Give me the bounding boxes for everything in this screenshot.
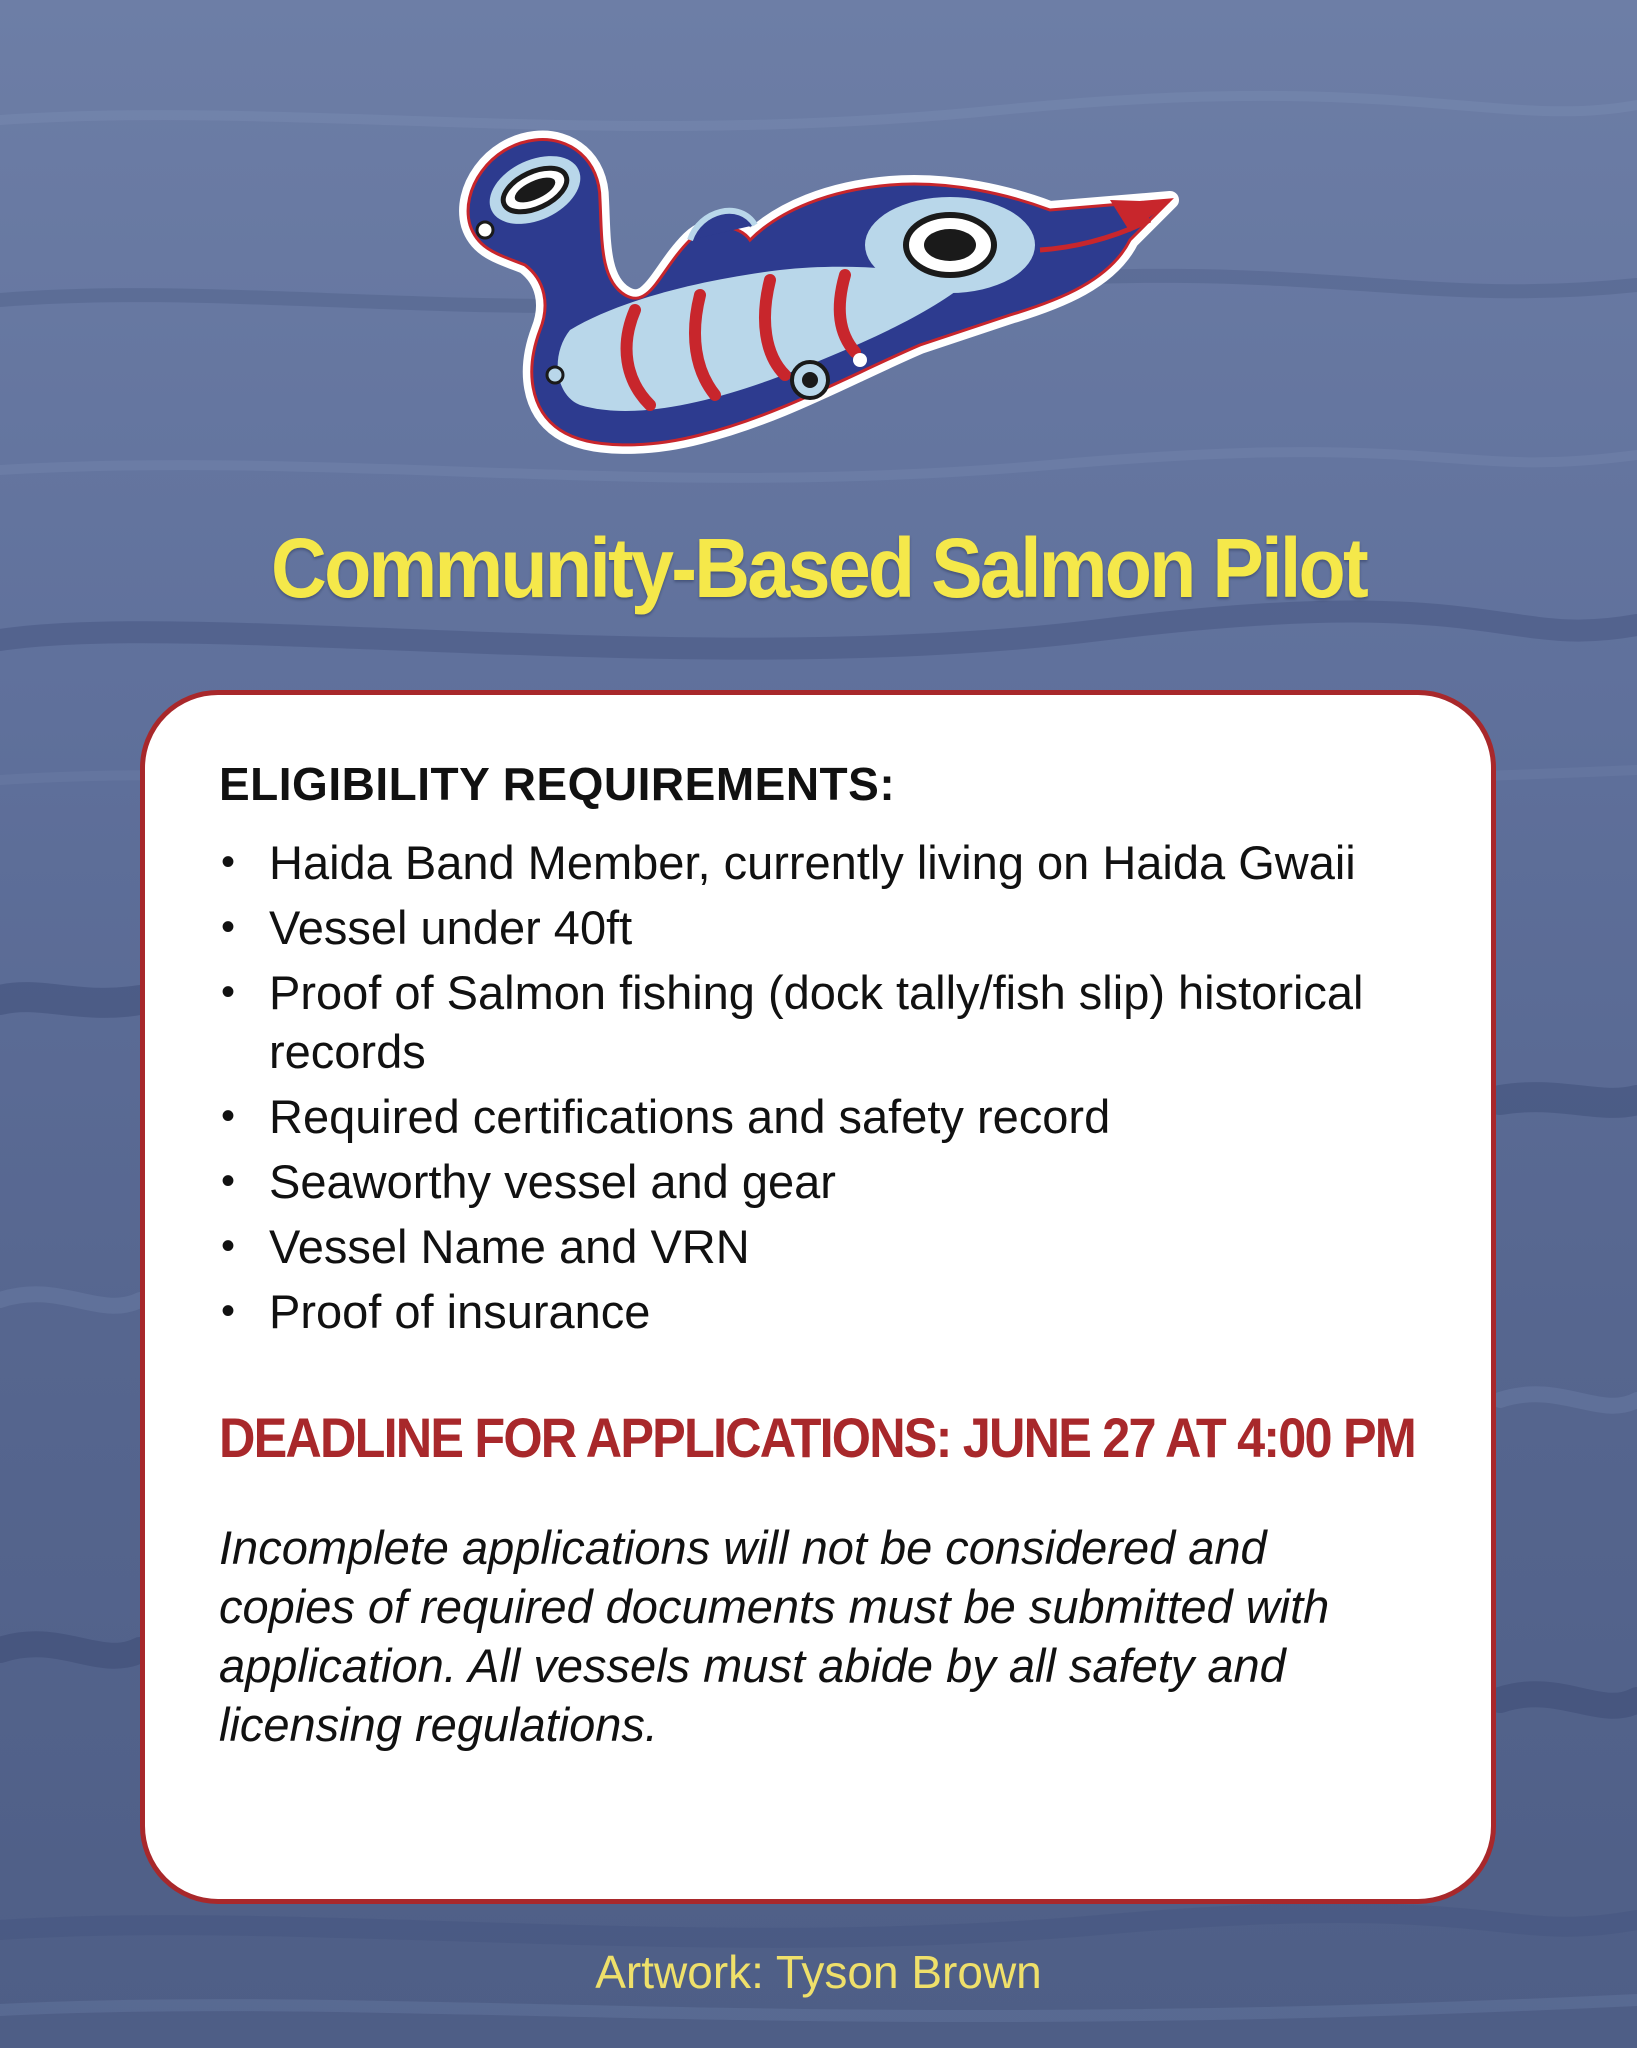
requirement-text: Vessel under 40ft <box>269 901 633 954</box>
bullet-icon: • <box>221 840 236 884</box>
bullet-icon: • <box>221 905 236 949</box>
bullet-icon: • <box>221 970 236 1014</box>
artwork-credit: Artwork: Tyson Brown <box>595 1946 1042 1998</box>
requirement-text: Required certifications and safety record <box>269 1090 1111 1143</box>
application-note: Incomplete applications will not be considered and copies of required documents must be submitted with application. All vessels must abide by all safety and licensing regulations. <box>219 1521 1330 1751</box>
list-item <box>219 1087 1439 1146</box>
list-item <box>219 1282 1439 1341</box>
haida-salmon-artwork-icon <box>450 130 1180 470</box>
bullet-icon: • <box>221 1289 236 1333</box>
list-item <box>219 1217 1439 1276</box>
requirement-text: Proof of Salmon fishing (dock tally/fish slip) historical records <box>269 966 1364 1078</box>
list-item <box>219 898 1439 957</box>
requirements-list <box>219 833 1439 1341</box>
bullet-icon: • <box>221 1159 236 1203</box>
requirement-text: Proof of insurance <box>269 1285 651 1338</box>
deadline-text: DEADLINE FOR APPLICATIONS: JUNE 27 AT 4:00 PM <box>219 1406 1415 1469</box>
list-item <box>219 1152 1439 1211</box>
eligibility-card <box>140 690 1496 1904</box>
requirement-text: Vessel Name and VRN <box>269 1220 750 1273</box>
page-title: Community-Based Salmon Pilot <box>271 521 1366 615</box>
list-item <box>219 833 1439 892</box>
requirement-text: Haida Band Member, currently living on Haida Gwaii <box>269 836 1356 889</box>
bullet-icon: • <box>221 1094 236 1138</box>
eligibility-heading: ELIGIBILITY REQUIREMENTS: <box>219 758 896 810</box>
list-item <box>219 963 1439 1081</box>
requirement-text: Seaworthy vessel and gear <box>269 1155 836 1208</box>
bullet-icon: • <box>221 1224 236 1268</box>
